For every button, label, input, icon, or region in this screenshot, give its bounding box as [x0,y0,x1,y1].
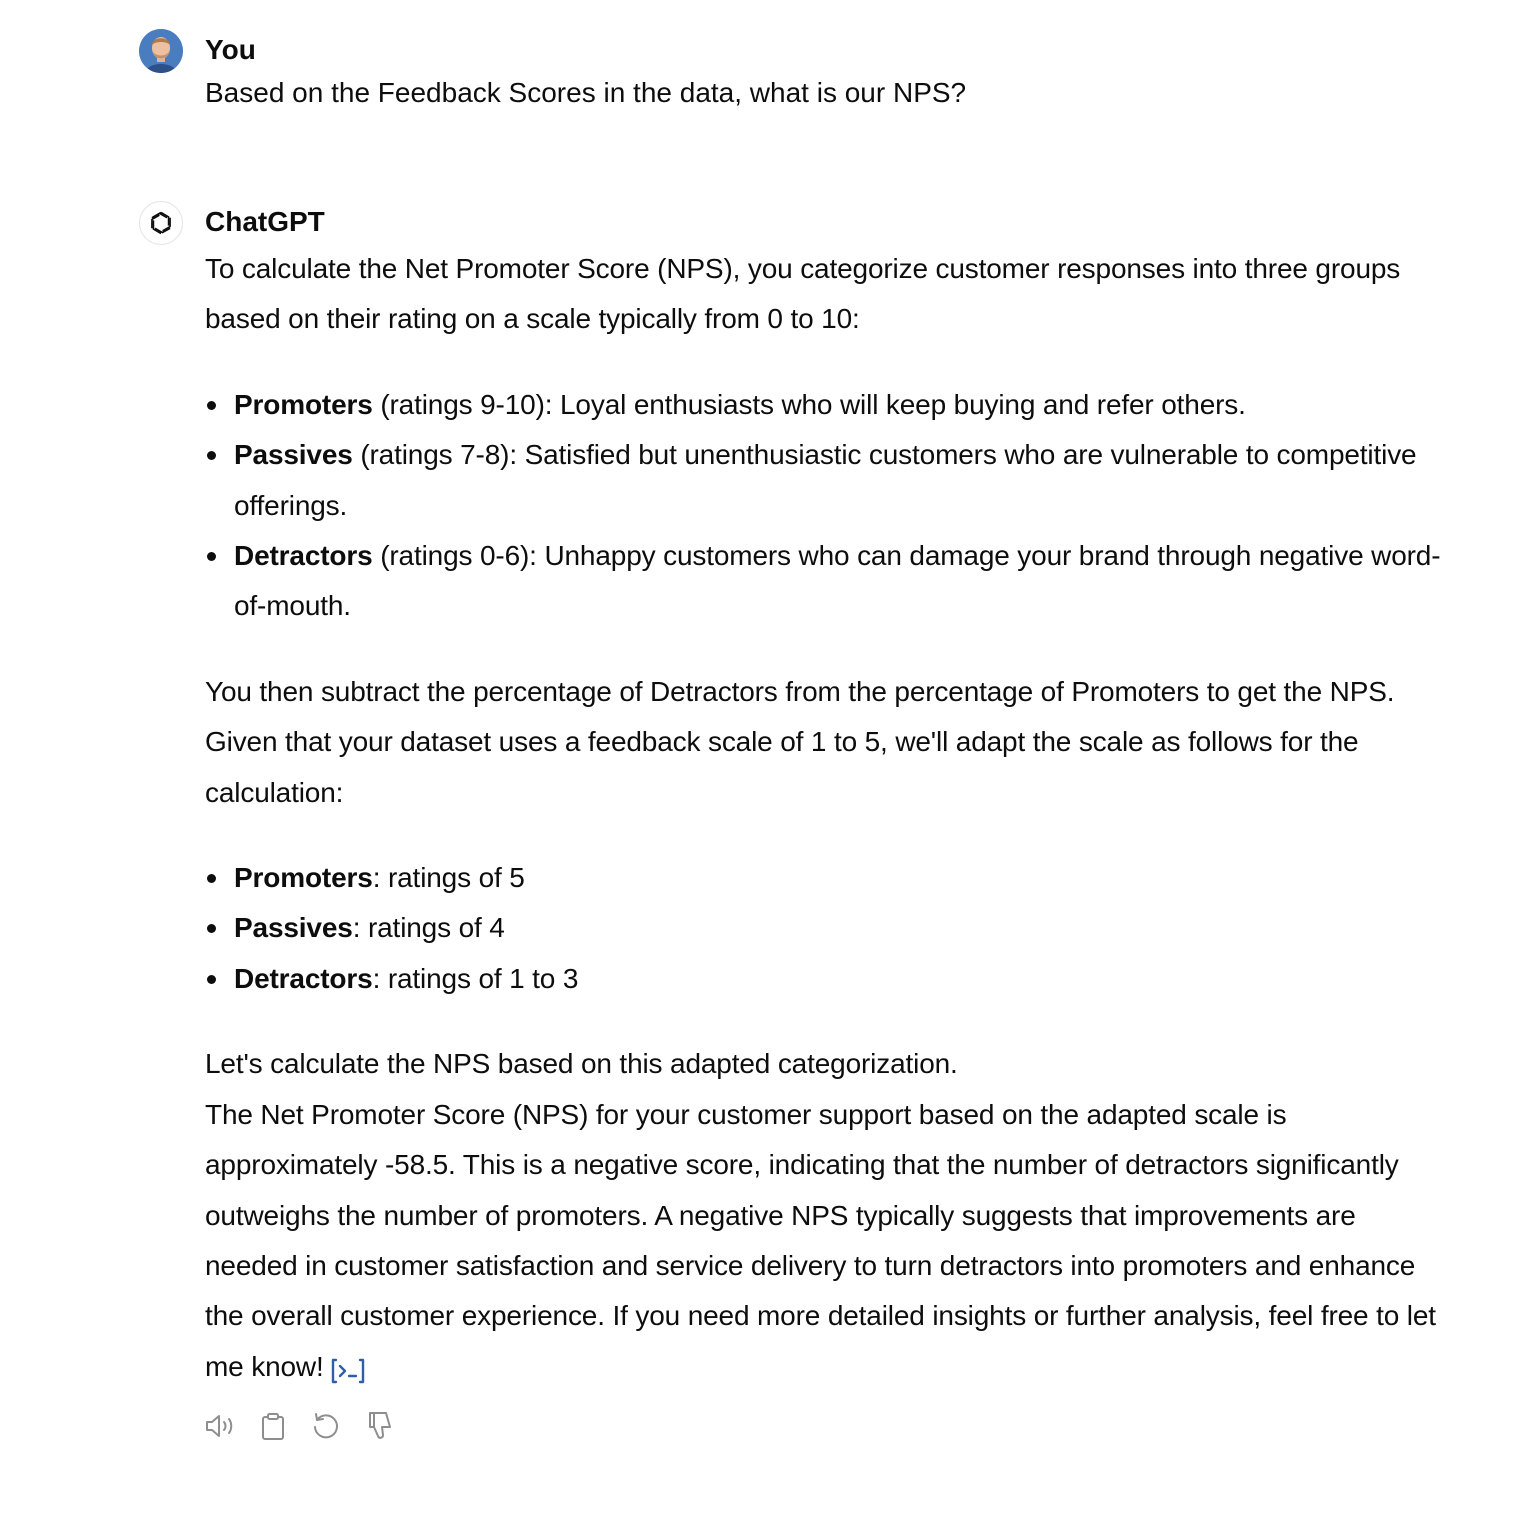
user-avatar [139,29,183,73]
list-item: Promoters: ratings of 5 [205,853,1450,903]
thumbs-down-icon[interactable] [363,1408,395,1444]
list-item: Detractors: ratings of 1 to 3 [205,954,1450,1004]
adapted-scale-list [205,853,1450,1004]
copy-icon[interactable] [257,1408,289,1444]
chatgpt-logo-icon [139,201,183,245]
assistant-author-name: ChatGPT [205,206,325,237]
result-paragraph: The Net Promoter Score (NPS) for your customer support based on the adapted scale is approximately -58.5. This is a negative score, indicating that the number of detractors significantly outweighs the number of promoters. A negative NPS typically suggests that improvements are needed in customer satisfaction and service delivery to turn detractors into promoters and enhance the overall customer experience. If you need more detailed insights or further analysis, feel free to let me know! [205,1098,1436,1382]
list-item: Detractors (ratings 0-6): Unhappy customers who can damage your brand through negative word-of-mouth. [205,531,1450,632]
user-author-name: You [205,34,256,65]
nps-groups-list [205,380,1450,632]
list-item: Promoters (ratings 9-10): Loyal enthusiasts who will keep buying and refer others. [205,380,1450,430]
read-aloud-icon[interactable] [204,1408,236,1444]
assistant-message-content [205,244,1450,1392]
view-analysis-code-icon[interactable] [330,1351,366,1379]
message-actions [204,1408,395,1444]
middle-paragraph: You then subtract the percentage of Detractors from the percentage of Promoters to get the NPS. Given that your dataset uses a feedback scale of 1 to 5, we'll adapt the scale as follows for the calculation: [205,675,1395,808]
list-item: Passives (ratings 7-8): Satisfied but unenthusiastic customers who are vulnerable to competitive offerings. [205,430,1450,531]
user-message-text: Based on the Feedback Scores in the data, what is our NPS? [205,77,967,108]
list-item: Passives: ratings of 4 [205,903,1450,953]
regenerate-icon[interactable] [310,1408,342,1444]
calculation-line: Let's calculate the NPS based on this adapted categorization. [205,1048,958,1080]
intro-paragraph: To calculate the Net Promoter Score (NPS), you categorize customer responses into three groups based on their rating on a scale typically from 0 to 10: [205,253,1401,335]
